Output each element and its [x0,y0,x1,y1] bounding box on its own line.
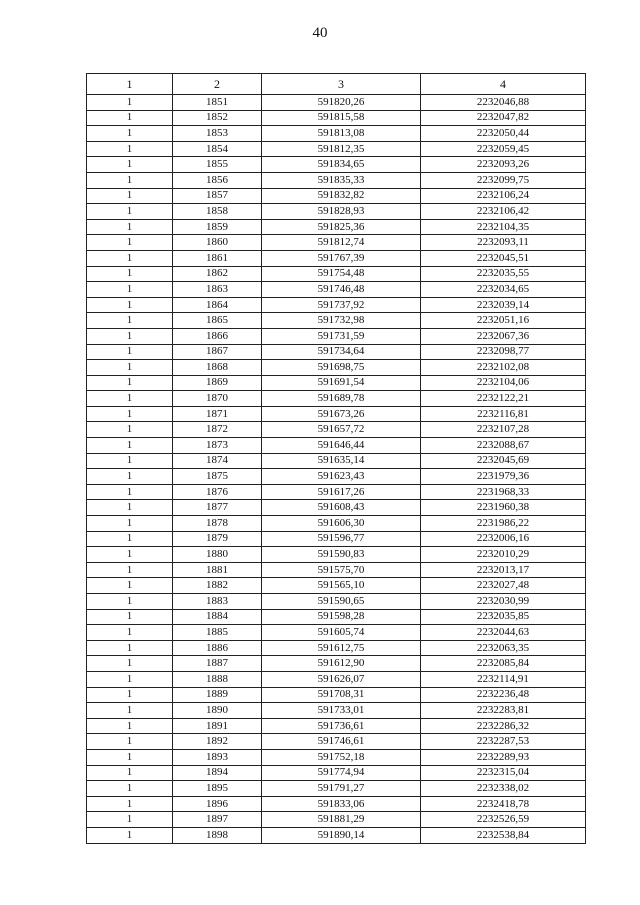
table-cell: 2232046,88 [421,95,586,111]
table-cell: 2232027,48 [421,578,586,594]
table-cell: 1868 [173,360,262,376]
table-cell: 1 [87,687,173,703]
table-cell: 1 [87,578,173,594]
table-cell: 591737,92 [262,297,421,313]
table-row [87,484,586,500]
table-row [87,703,586,719]
table-cell: 1 [87,469,173,485]
table-cell: 2232538,84 [421,827,586,843]
table-cell: 1897 [173,812,262,828]
table-row [87,687,586,703]
table-cell: 591834,65 [262,157,421,173]
table-cell: 2231979,36 [421,469,586,485]
column-header: 2 [173,74,262,95]
table-cell: 591890,14 [262,827,421,843]
table-cell: 2232039,14 [421,297,586,313]
table-cell: 591767,39 [262,250,421,266]
table-cell: 2231960,38 [421,500,586,516]
table-cell: 1 [87,422,173,438]
table-cell: 1855 [173,157,262,173]
table-cell: 2232010,29 [421,547,586,563]
table-cell: 1 [87,391,173,407]
table-cell: 2232034,65 [421,282,586,298]
table-cell: 1861 [173,250,262,266]
table-cell: 1 [87,453,173,469]
table-cell: 1866 [173,328,262,344]
table-row [87,734,586,750]
table-row [87,500,586,516]
table-cell: 591732,98 [262,313,421,329]
table-row [87,235,586,251]
table-cell: 2232107,28 [421,422,586,438]
table-cell: 2232114,91 [421,671,586,687]
table-cell: 1896 [173,796,262,812]
table-cell: 591825,36 [262,219,421,235]
table-cell: 591734,64 [262,344,421,360]
table-row [87,438,586,454]
table-cell: 2232035,55 [421,266,586,282]
table-cell: 1870 [173,391,262,407]
table-cell: 591881,29 [262,812,421,828]
table-row [87,95,586,111]
table-cell: 591813,08 [262,126,421,142]
table-cell: 1 [87,110,173,126]
table-cell: 1 [87,438,173,454]
table-cell: 1 [87,375,173,391]
table-cell: 1 [87,734,173,750]
table-cell: 591598,28 [262,609,421,625]
table-cell: 591736,61 [262,718,421,734]
table-cell: 2232006,16 [421,531,586,547]
table-cell: 2232286,32 [421,718,586,734]
table-row [87,671,586,687]
table-cell: 591635,14 [262,453,421,469]
table-cell: 1852 [173,110,262,126]
table-cell: 1 [87,344,173,360]
table-cell: 1890 [173,703,262,719]
table-cell: 1 [87,141,173,157]
table-cell: 2232044,63 [421,625,586,641]
table-cell: 591612,90 [262,656,421,672]
table-row [87,282,586,298]
table-cell: 591606,30 [262,516,421,532]
table-cell: 1851 [173,95,262,111]
table-cell: 591828,93 [262,204,421,220]
table-cell: 1863 [173,282,262,298]
table-row [87,578,586,594]
table-cell: 1 [87,157,173,173]
table-cell: 1 [87,219,173,235]
table-cell: 591812,74 [262,235,421,251]
table-cell: 1 [87,235,173,251]
table-cell: 2232315,04 [421,765,586,781]
table-cell: 591733,01 [262,703,421,719]
table-cell: 591608,43 [262,500,421,516]
table-cell: 2231986,22 [421,516,586,532]
table-cell: 1 [87,703,173,719]
table-cell: 591698,75 [262,360,421,376]
table-cell: 1 [87,266,173,282]
table-cell: 2232063,35 [421,640,586,656]
table-cell: 2232287,53 [421,734,586,750]
table-row [87,313,586,329]
table-cell: 1854 [173,141,262,157]
table-cell: 2232338,02 [421,781,586,797]
table-cell: 1 [87,640,173,656]
table-cell: 1856 [173,172,262,188]
table-row [87,266,586,282]
table-cell: 1853 [173,126,262,142]
table-row [87,188,586,204]
table-cell: 1898 [173,827,262,843]
table-row [87,765,586,781]
table-cell: 2232099,75 [421,172,586,188]
table-cell: 1881 [173,562,262,578]
table-cell: 2232418,78 [421,796,586,812]
table-cell: 1 [87,172,173,188]
table-cell: 1865 [173,313,262,329]
table-cell: 1857 [173,188,262,204]
table-cell: 2232122,21 [421,391,586,407]
table-cell: 1889 [173,687,262,703]
table-cell: 1 [87,547,173,563]
table-cell: 2232102,08 [421,360,586,376]
table-row [87,531,586,547]
table-cell: 2232104,35 [421,219,586,235]
table-cell: 591731,59 [262,328,421,344]
table-cell: 1 [87,95,173,111]
table-cell: 2232093,11 [421,235,586,251]
table-row [87,391,586,407]
table-cell: 1 [87,500,173,516]
table-row [87,422,586,438]
table-row [87,360,586,376]
table-cell: 591689,78 [262,391,421,407]
table-cell: 2232289,93 [421,749,586,765]
table-cell: 1879 [173,531,262,547]
table-row [87,781,586,797]
table-cell: 2232013,17 [421,562,586,578]
table-header-row [87,74,586,95]
table-cell: 1882 [173,578,262,594]
table-cell: 1 [87,812,173,828]
table-cell: 591833,06 [262,796,421,812]
table-cell: 1886 [173,640,262,656]
table-cell: 591746,48 [262,282,421,298]
table-cell: 1 [87,718,173,734]
table-cell: 1 [87,609,173,625]
table-cell: 591691,54 [262,375,421,391]
table-cell: 1877 [173,500,262,516]
table-row [87,204,586,220]
column-header: 1 [87,74,173,95]
table-cell: 1888 [173,671,262,687]
table-cell: 2232093,26 [421,157,586,173]
column-header: 3 [262,74,421,95]
table-cell: 2232116,81 [421,406,586,422]
table-cell: 1883 [173,594,262,610]
table-cell: 2232236,48 [421,687,586,703]
table-row [87,640,586,656]
table-cell: 1 [87,406,173,422]
table-cell: 1880 [173,547,262,563]
table-cell: 1 [87,781,173,797]
table-cell: 2232035,85 [421,609,586,625]
table-cell: 591815,58 [262,110,421,126]
table-cell: 591617,26 [262,484,421,500]
table-cell: 1 [87,484,173,500]
table-row [87,718,586,734]
table-cell: 1864 [173,297,262,313]
table-cell: 1 [87,796,173,812]
table-cell: 1894 [173,765,262,781]
page-number: 40 [312,25,328,41]
table-cell: 591752,18 [262,749,421,765]
table-cell: 1 [87,765,173,781]
table-cell: 1873 [173,438,262,454]
table-cell: 591708,31 [262,687,421,703]
table-row [87,328,586,344]
table-row [87,344,586,360]
table-cell: 591590,83 [262,547,421,563]
table-row [87,157,586,173]
table-cell: 1 [87,360,173,376]
coordinates-table [86,73,586,844]
table-cell: 1 [87,562,173,578]
table-row [87,453,586,469]
table-cell: 591605,74 [262,625,421,641]
table-cell: 2232098,77 [421,344,586,360]
table-cell: 1878 [173,516,262,532]
table-cell: 1 [87,126,173,142]
table-row [87,594,586,610]
table-cell: 2232051,16 [421,313,586,329]
table-cell: 2232047,82 [421,110,586,126]
table-cell: 1 [87,250,173,266]
table-cell: 2232030,99 [421,594,586,610]
table-cell: 2232106,42 [421,204,586,220]
table-cell: 591673,26 [262,406,421,422]
table-cell: 1 [87,204,173,220]
table-row [87,547,586,563]
table-cell: 1 [87,827,173,843]
table-cell: 1869 [173,375,262,391]
table-cell: 1 [87,671,173,687]
table-cell: 591565,10 [262,578,421,594]
table-cell: 1 [87,297,173,313]
table-cell: 591575,70 [262,562,421,578]
table-cell: 591612,75 [262,640,421,656]
table-cell: 1 [87,328,173,344]
table-cell: 591657,72 [262,422,421,438]
table-cell: 591832,82 [262,188,421,204]
table-cell: 2232104,06 [421,375,586,391]
table-row [87,827,586,843]
table-cell: 591754,48 [262,266,421,282]
column-header: 4 [421,74,586,95]
table-cell: 591812,35 [262,141,421,157]
table-row [87,749,586,765]
table-cell: 591774,94 [262,765,421,781]
table-row [87,609,586,625]
table-row [87,110,586,126]
table-cell: 1862 [173,266,262,282]
table-cell: 1876 [173,484,262,500]
table-cell: 591590,65 [262,594,421,610]
table-cell: 591626,07 [262,671,421,687]
table-cell: 1885 [173,625,262,641]
table-cell: 591596,77 [262,531,421,547]
table-cell: 1 [87,313,173,329]
table-cell: 2232526,59 [421,812,586,828]
table-row [87,625,586,641]
table-row [87,250,586,266]
table-body [87,95,586,844]
table-cell: 591791,27 [262,781,421,797]
table-row [87,656,586,672]
table-cell: 1887 [173,656,262,672]
table-cell: 1 [87,656,173,672]
table-cell: 2231968,33 [421,484,586,500]
table-row [87,469,586,485]
table-cell: 2232088,67 [421,438,586,454]
table-cell: 1872 [173,422,262,438]
table-cell: 1893 [173,749,262,765]
table-cell: 2232106,24 [421,188,586,204]
table-row [87,126,586,142]
table-row [87,375,586,391]
table-row [87,172,586,188]
table-cell: 1 [87,594,173,610]
table-row [87,406,586,422]
table-row [87,812,586,828]
table-cell: 2232067,36 [421,328,586,344]
table-cell: 2232059,45 [421,141,586,157]
table-row [87,796,586,812]
table-cell: 1884 [173,609,262,625]
table-cell: 591746,61 [262,734,421,750]
table-cell: 591835,33 [262,172,421,188]
table-cell: 2232050,44 [421,126,586,142]
table-cell: 1874 [173,453,262,469]
table-cell: 1 [87,749,173,765]
table-cell: 591646,44 [262,438,421,454]
table-cell: 1859 [173,219,262,235]
table-row [87,516,586,532]
table-row [87,219,586,235]
table-row [87,141,586,157]
table-cell: 591623,43 [262,469,421,485]
table-cell: 1858 [173,204,262,220]
table-cell: 1 [87,282,173,298]
table-cell: 1 [87,531,173,547]
table-cell: 1875 [173,469,262,485]
table-cell: 1 [87,625,173,641]
table-cell: 1892 [173,734,262,750]
table-cell: 1891 [173,718,262,734]
table-cell: 591820,26 [262,95,421,111]
table-cell: 1871 [173,406,262,422]
table-cell: 1867 [173,344,262,360]
table-row [87,562,586,578]
table-cell: 2232045,51 [421,250,586,266]
table-cell: 2232045,69 [421,453,586,469]
table-cell: 1895 [173,781,262,797]
table-cell: 2232085,84 [421,656,586,672]
table-row [87,297,586,313]
table-cell: 1860 [173,235,262,251]
table-cell: 1 [87,188,173,204]
table-cell: 2232283,81 [421,703,586,719]
table-cell: 1 [87,516,173,532]
